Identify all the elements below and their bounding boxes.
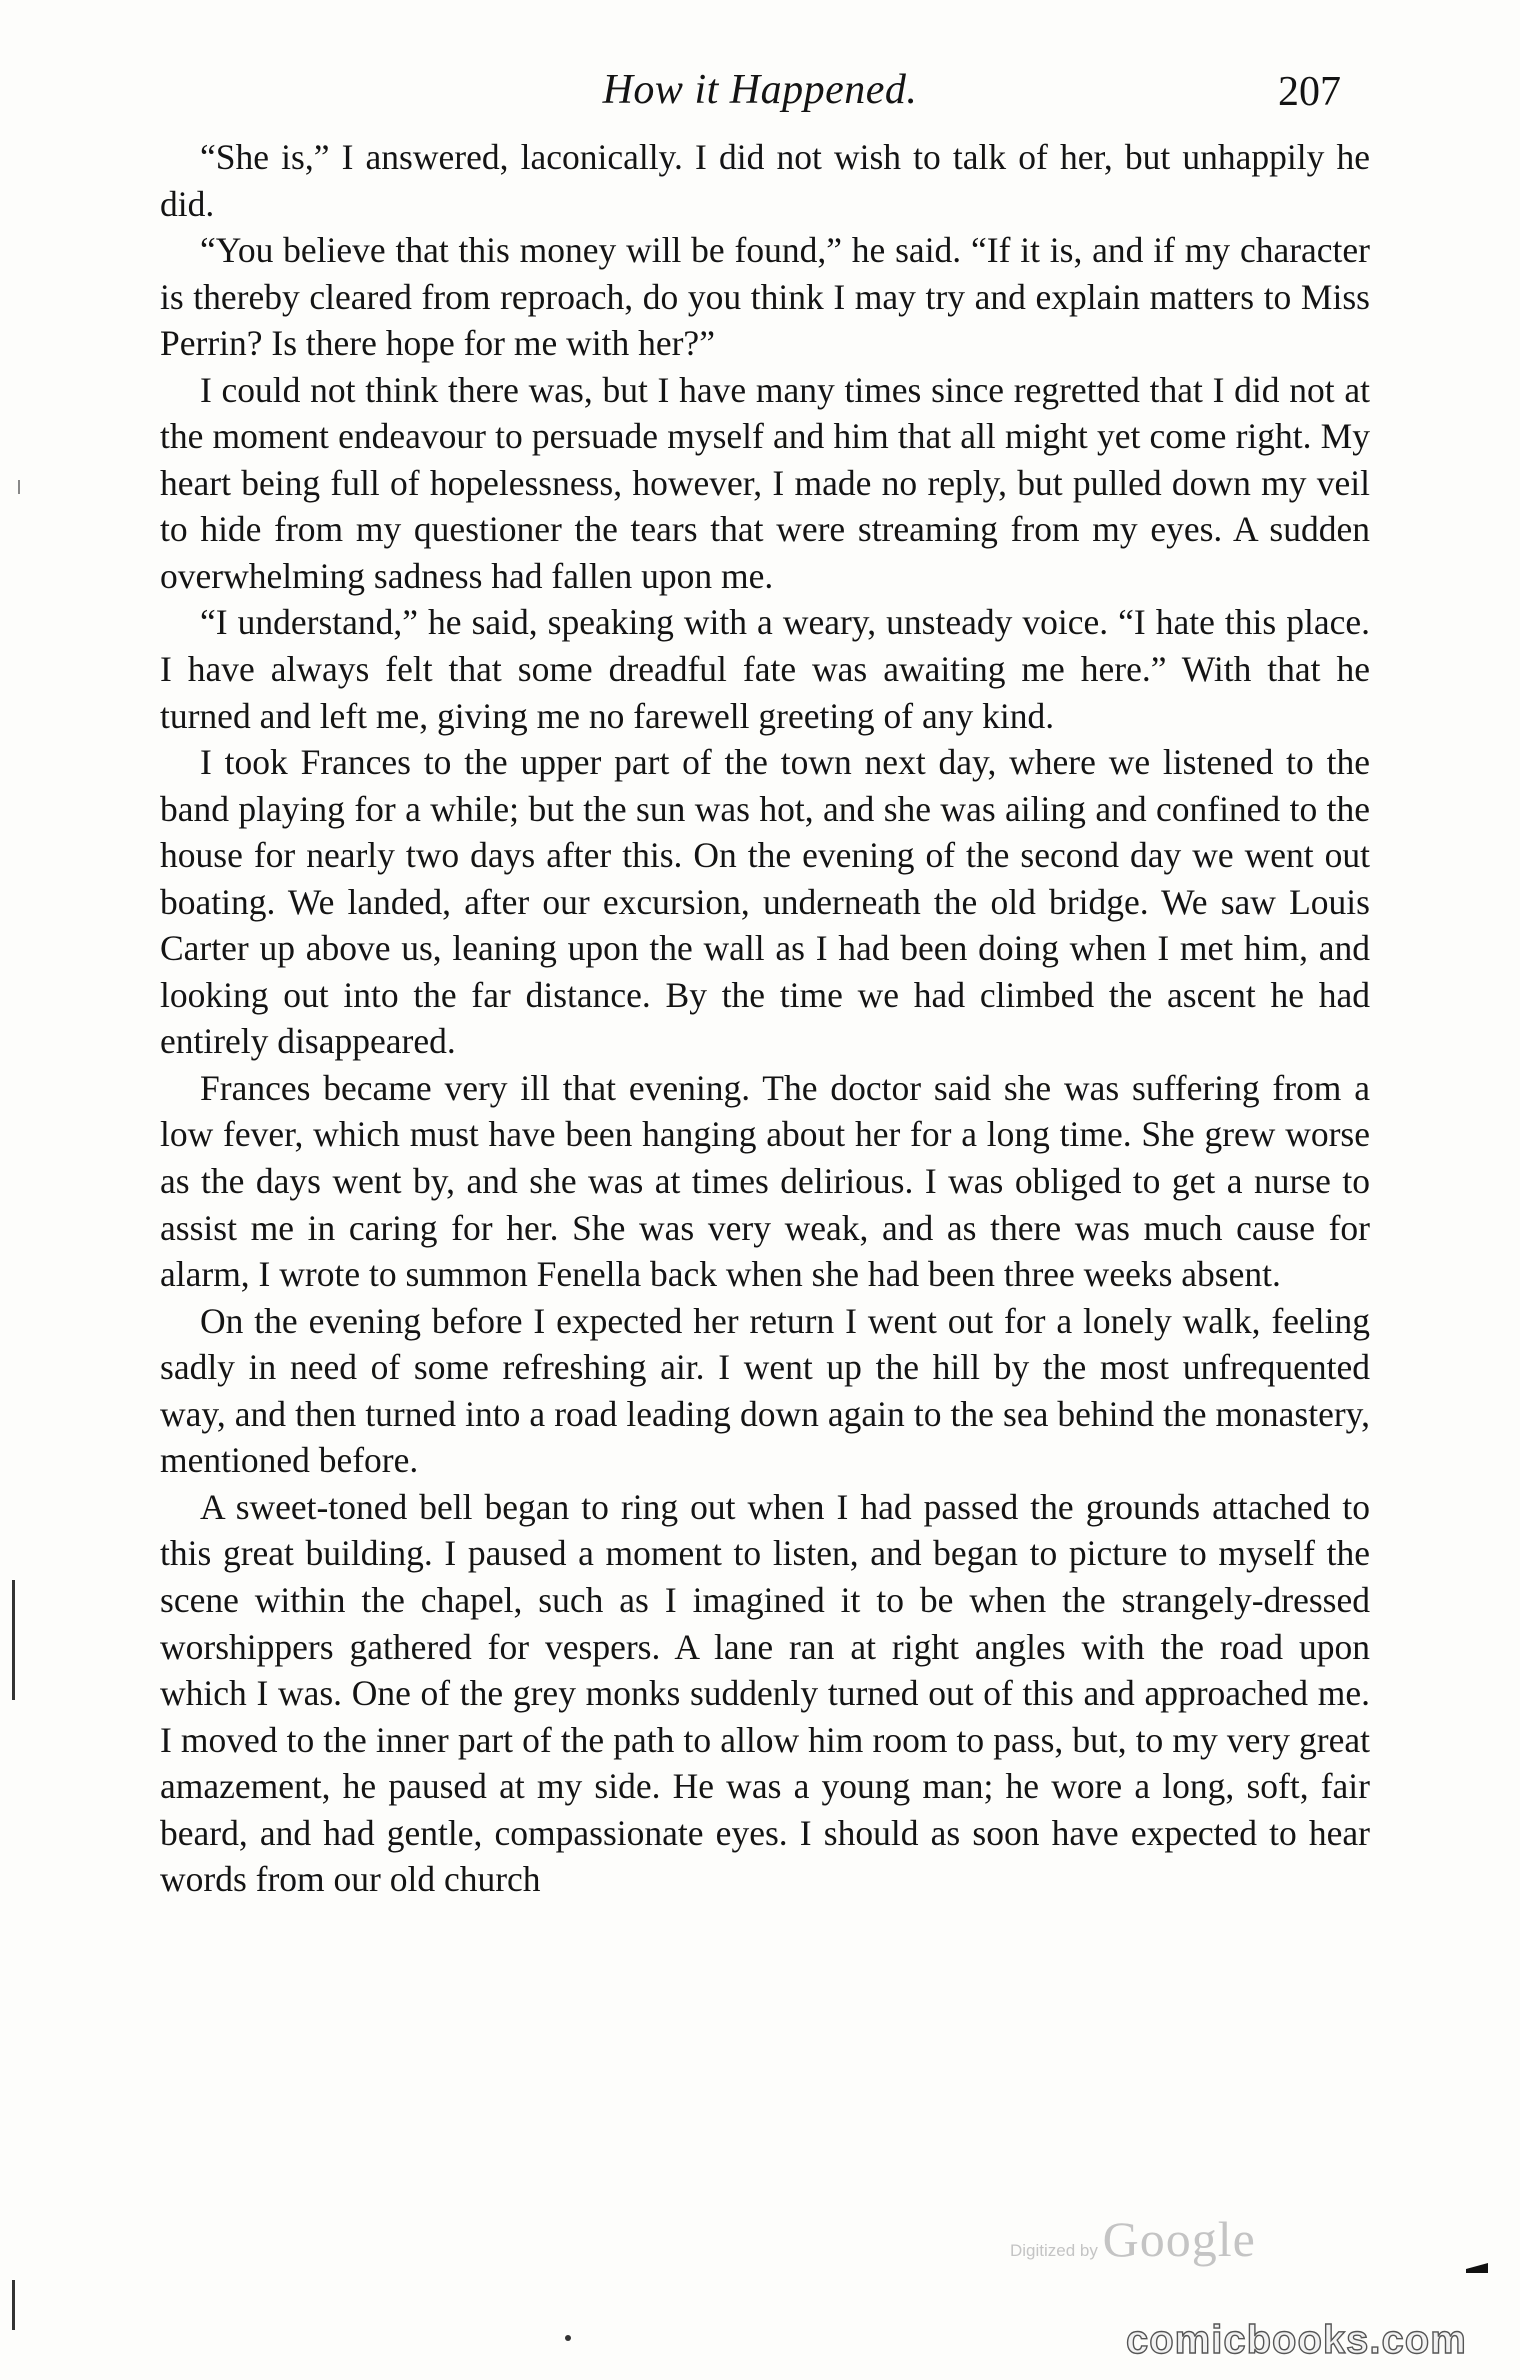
paragraph: “She is,” I answered, laconically. I did not wish to talk of her, but unhappily he did. [160, 137, 1370, 224]
scan-artifact-line [18, 480, 20, 494]
site-logo: comicbooks.com [1126, 2318, 1467, 2362]
watermark-brand: Google [1102, 2211, 1256, 2267]
scan-artifact-line [12, 1580, 15, 1700]
paragraph: A sweet-toned bell began to ring out when I had passed the grounds attached to this great building. I paused a moment to listen, and began to picture to myself the scene within the chapel, such as I imagined it to be when the strangely-dressed worshippers gathered for vespers. A lane ran at right angles with the road upon which I was. One of the grey monks suddenly turned out of this and approached me. I moved to the inner part of the path to allow him room to pass, but, to my very great amazement, he paused at my side. He was a young man; he wore a long, soft, fair beard, and had gentle, compassionate eyes. I should as soon have expected to hear words from our old church [160, 1486, 1370, 1900]
body-text [160, 134, 1370, 1903]
paragraph: I took Frances to the upper part of the town next day, where we listened to the band playing for a while; but the sun was hot, and she was ailing and confined to the house for nearly two days after this. On the evening of the second day we went out boating. We landed, after our excursion, underneath the old bridge. We saw Louis Carter up above us, leaning upon the wall as I had been doing when I met him, and looking out into the far distance. By the time we had climbed the ascent he had entirely disappeared. [160, 742, 1370, 1062]
digitized-watermark [1010, 2210, 1256, 2268]
watermark-prefix: Digitized by [1010, 2241, 1098, 2260]
paragraph: On the evening before I expected her return I went out for a lonely walk, feeling sadly in need of some refreshing air. I went up the hill by the most unfrequented way, and then turned into a road leading down again to the sea behind the monastery, mentioned before. [160, 1300, 1370, 1481]
running-header-title: How it Happened. [602, 67, 918, 113]
scan-artifact-dot [565, 2335, 571, 2341]
paragraph: “You believe that this money will be found,” he said. “If it is, and if my character is thereby cleared from reproach, do you think I may try and explain matters to Miss Perrin? Is there hope for me with her?” [160, 230, 1370, 364]
scan-artifact-mark [1466, 2263, 1488, 2273]
paragraph: Frances became very ill that evening. The doctor said she was suffering from a low fever, which must have been hanging about her for a long time. She grew worse as the days went by, and she was at times delirious. I was obliged to get a nurse to assist me in caring for her. She was very weak, and as there was much cause for alarm, I wrote to summon Fenella back when she had been three weeks absent. [160, 1067, 1370, 1295]
page-number: 207 [1278, 69, 1341, 115]
paragraph: “I understand,” he said, speaking with a weary, unsteady voice. “I hate this place. I have always felt that some dreadful fate was awaiting me here.” With that he turned and left me, giving me no farewell greeting of any kind. [160, 602, 1370, 736]
paragraph: I could not think there was, but I have many times since regretted that I did not at the moment endeavour to persuade myself and him that all might yet come right. My heart being full of hopelessness, however, I made no reply, but pulled down my veil to hide from my questioner the tears that were streaming from my eyes. A sudden overwhelming sadness had fallen upon me. [160, 369, 1370, 596]
scan-artifact-line [12, 2280, 15, 2330]
